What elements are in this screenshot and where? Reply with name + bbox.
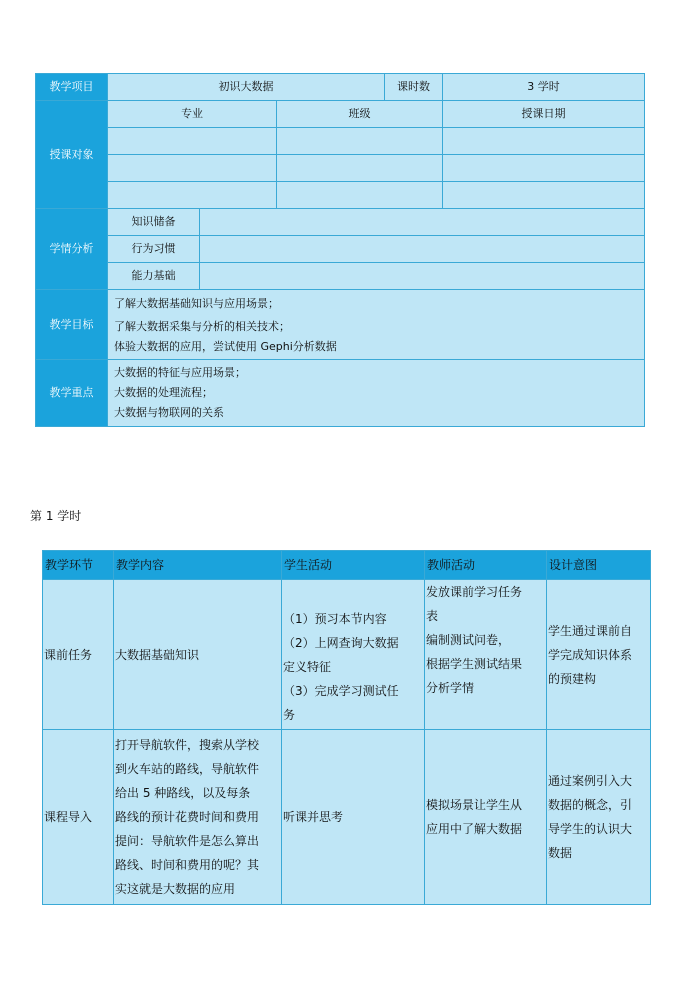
student-cell (282, 730, 425, 905)
analysis-item: 知识储备 (108, 209, 200, 236)
class-cell (277, 128, 443, 155)
hours-value: 3 学时 (443, 74, 645, 101)
teacher-line: 分析学情 (426, 681, 475, 695)
content-line: 打开导航软件，搜索从学校 (115, 738, 260, 752)
header-stage: 教学环节 (43, 551, 114, 580)
focus-label: 教学重点 (36, 360, 108, 427)
student-line: 听课并思考 (283, 810, 344, 824)
analysis-item: 行为习惯 (108, 236, 200, 263)
hours-label: 课时数 (385, 74, 443, 101)
class-cell (277, 182, 443, 209)
goal-line: 了解大数据基础知识与应用场景； (114, 297, 279, 310)
content-line: 路线的预计花费时间和费用 (115, 810, 260, 824)
focus-line: 大数据的特征与应用场景； (114, 366, 246, 379)
project-label: 教学项目 (36, 74, 108, 101)
major-cell (108, 182, 277, 209)
date-cell (443, 182, 645, 209)
analysis-label: 学情分析 (36, 209, 108, 290)
student-line: （1）预习本节内容 (283, 611, 387, 626)
major-cell (108, 155, 277, 182)
date-cell (443, 128, 645, 155)
student-line: （3）完成学习测试任 (283, 683, 399, 698)
intent-line: 导学生的认识大 (548, 822, 633, 836)
intent-line: 的预建构 (548, 671, 597, 686)
content-cell (114, 730, 282, 905)
section-title: 第 1 学时 (30, 509, 82, 523)
col-class: 班级 (277, 101, 443, 128)
teacher-line: 模拟场景让学生从 (426, 798, 523, 812)
intent-line: 通过案例引入大 (548, 774, 633, 788)
stage-cell: 课前任务 (43, 580, 114, 730)
stage-cell: 课程导入 (43, 730, 114, 905)
content-line: 实这就是大数据的应用 (115, 882, 236, 896)
col-major: 专业 (108, 101, 277, 128)
student-line: 定义特征 (283, 659, 332, 674)
teacher-line: 发放课前学习任务 (426, 585, 523, 599)
header-teacher: 教师活动 (425, 551, 547, 580)
focus-line: 大数据与物联网的关系 (114, 406, 224, 419)
goal-line: 体验大数据的应用，尝试使用 Gephi分析数据 (114, 340, 337, 353)
teacher-line: 编制测试问卷， (426, 633, 511, 647)
teacher-cell (425, 730, 547, 905)
content-line: 路线、时间和费用的呢？其 (115, 858, 260, 872)
major-cell (108, 128, 277, 155)
content-cell (114, 580, 282, 730)
intent-line: 数据 (548, 846, 573, 860)
goal-line: 了解大数据采集与分析的相关技术； (114, 320, 290, 333)
teacher-cell (425, 580, 547, 730)
class-cell (277, 155, 443, 182)
teacher-line: 表 (426, 609, 439, 623)
audience-label: 授课对象 (36, 101, 108, 209)
content-line: 提问：导航软件是怎么算出 (115, 834, 260, 848)
intent-cell (547, 730, 651, 905)
project-value: 初识大数据 (108, 74, 385, 101)
lesson-table (42, 550, 651, 905)
course-info-table (35, 73, 645, 427)
analysis-value (200, 236, 645, 263)
teacher-line: 应用中了解大数据 (426, 822, 523, 836)
content-line: 给出 5 种路线，以及每条 (115, 786, 251, 800)
teacher-line: 根据学生测试结果 (426, 657, 523, 671)
focus-line: 大数据的处理流程； (114, 386, 213, 399)
student-line: 务 (283, 707, 296, 722)
col-date: 授课日期 (443, 101, 645, 128)
header-student: 学生活动 (282, 551, 425, 580)
analysis-item: 能力基础 (108, 263, 200, 290)
content-line: 大数据基础知识 (115, 647, 200, 662)
analysis-value (200, 209, 645, 236)
analysis-value (200, 263, 645, 290)
header-intent: 设计意图 (547, 551, 651, 580)
goals-label: 教学目标 (36, 290, 108, 360)
focus-cell (108, 360, 645, 427)
date-cell (443, 155, 645, 182)
goals-cell (108, 290, 645, 360)
student-line: （2）上网查询大数据 (283, 635, 399, 650)
intent-line: 数据的概念，引 (548, 798, 633, 812)
content-line: 到火车站的路线，导航软件 (115, 762, 260, 776)
header-content: 教学内容 (114, 551, 282, 580)
intent-line: 学生通过课前自 (548, 623, 633, 638)
intent-line: 学完成知识体系 (548, 647, 633, 662)
student-cell (282, 580, 425, 730)
intent-cell (547, 580, 651, 730)
